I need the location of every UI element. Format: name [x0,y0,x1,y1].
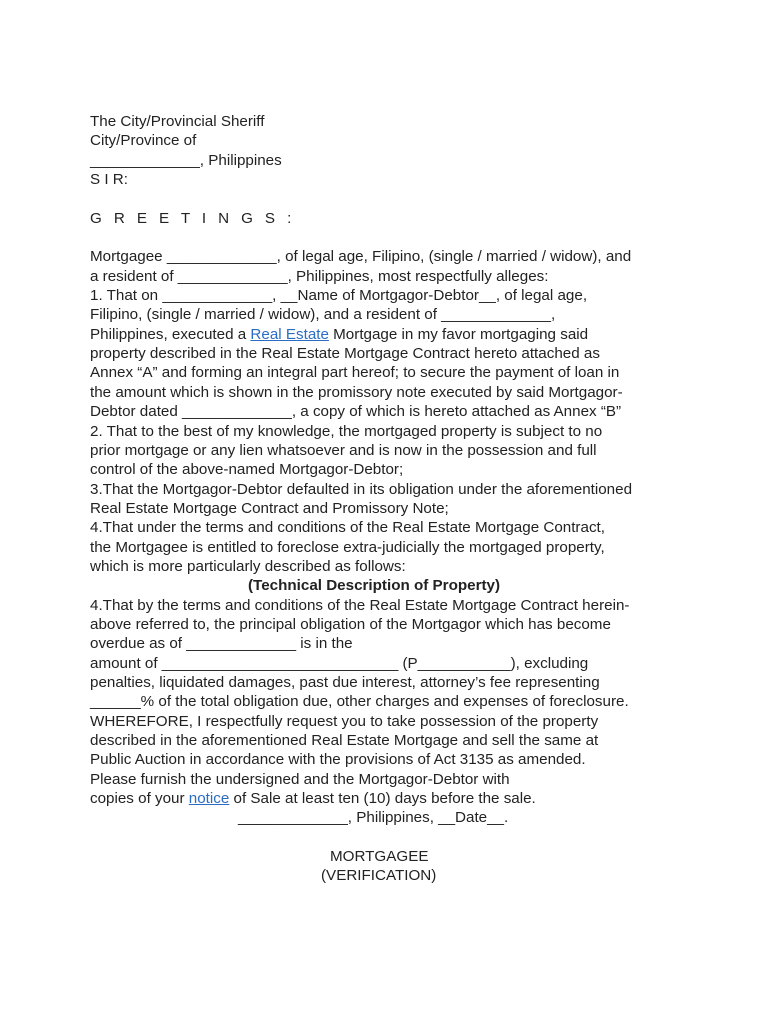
paragraph-line: the Mortgagee is entitled to foreclose extra-judicially the mortgaged property, [90,538,605,556]
paragraph-line [90,789,690,808]
paragraph-line: 4.That by the terms and conditions of the Real Estate Mortgage Contract herein- [90,596,630,614]
paragraph-line: 4.That under the terms and conditions of the Real Estate Mortgage Contract, [90,519,605,537]
paragraph-line: overdue as of _____________ is in the [90,635,353,653]
line-text: of Sale at least ten (10) days before the sale. [229,790,536,808]
real-estate-link[interactable]: Real Estate [250,325,329,343]
date-place-line: _____________, Philippines, __Date__. [238,809,509,827]
spacer [90,228,690,247]
philippines-line: _____________, Philippines [90,151,282,169]
paragraph-line: property described in the Real Estate Mortgage Contract hereto attached as [90,345,600,363]
salutation: S I R: [90,171,128,189]
paragraph-line: 2. That to the best of my knowledge, the mortgaged property is subject to no [90,422,603,440]
paragraph-line: amount of ____________________________ (P___________), excluding [90,654,589,672]
paragraph-line: which is more particularly described as follows: [90,557,406,575]
paragraph-line: 3.That the Mortgagor-Debtor defaulted in its obligation under the aforementioned [90,480,633,498]
paragraph-line: above referred to, the principal obligation of the Mortgagor which has become [90,615,611,633]
document-body [90,112,690,886]
verification-label: (VERIFICATION) [321,867,437,885]
paragraph-line: Filipino, (single / married / widow), and a resident of _____________, [90,306,556,324]
paragraph-line: Please furnish the undersigned and the Mortgagor-Debtor with [90,770,510,788]
paragraph-line: Debtor dated _____________, a copy of which is hereto attached as Annex “B” [90,403,622,421]
spacer [90,189,690,208]
paragraph-line: Public Auction in accordance with the provisions of Act 3135 as amended. [90,751,586,769]
notice-link[interactable]: notice [188,790,230,808]
paragraph-line: prior mortgage or any lien whatsoever and is now in the possession and full [90,441,597,459]
paragraph-line: described in the aforementioned Real Estate Mortgage and sell the same at [90,732,599,749]
paragraph-line: WHEREFORE, I respectfully request you to take possession of the property [90,712,599,730]
paragraph-line: penalties, liquidated damages, past due interest, attorney’s fee representing [90,673,600,691]
line-text: Philippines, executed a [90,325,251,343]
paragraph-line: control of the above-named Mortgagor-Debtor; [90,461,404,479]
line-text: Mortgage in my favor mortgaging said [328,325,589,343]
paragraph-line: the amount which is shown in the promissory note executed by said Mortgagor- [90,383,623,401]
greetings-heading: G R E E T I N G S : [90,209,296,227]
city-province-line: City/Province of [90,132,197,150]
addressee-line: The City/Provincial Sheriff [90,113,265,130]
technical-description-heading: (Technical Description of Property) [248,577,501,595]
mortgagee-signature-label: MORTGAGEE [330,848,429,866]
paragraph-line: Real Estate Mortgage Contract and Promissory Note; [90,499,449,517]
paragraph-line: a resident of _____________, Philippines, most respectfully alleges: [90,267,549,285]
paragraph-line: 1. That on _____________, __Name of Mortgagor-Debtor__, of legal age, [90,287,588,305]
paragraph-line: Annex “A” and forming an integral part hereof; to secure the payment of loan in [90,364,620,382]
spacer [90,828,690,847]
line-text: copies of your [90,790,189,808]
paragraph-line: Mortgagee _____________, of legal age, Filipino, (single / married / widow), and [90,248,632,266]
paragraph-line: ______% of the total obligation due, other charges and expenses of foreclosure. [90,693,629,711]
paragraph-line [90,325,690,344]
